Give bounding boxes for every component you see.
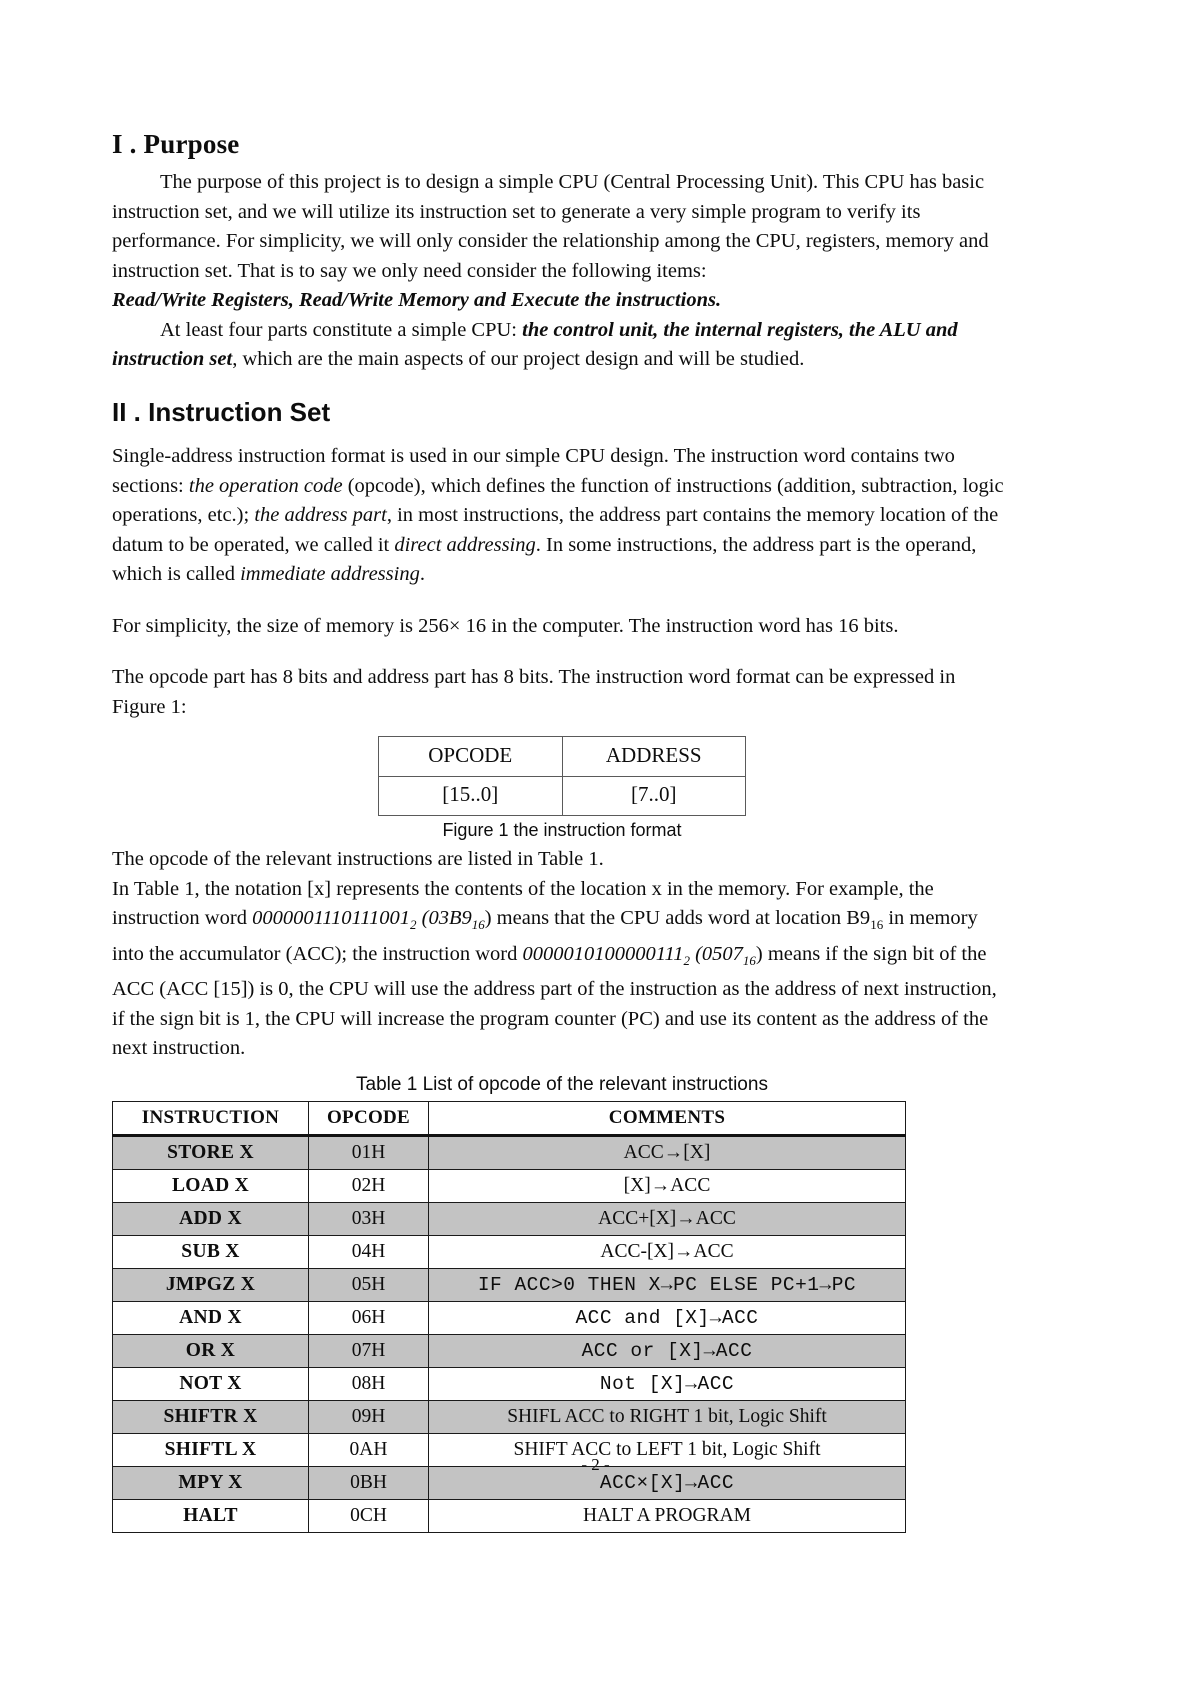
table-header-row bbox=[113, 1101, 906, 1135]
table-row bbox=[113, 1334, 906, 1367]
section-heading-instruction-set: II . Instruction Set bbox=[112, 396, 331, 427]
page-number: - 2 - bbox=[581, 1455, 610, 1474]
table-row bbox=[113, 1499, 906, 1532]
cell-instruction: STORE X bbox=[113, 1135, 309, 1169]
text-notation-d: in memory into the accumulator (ACC); the instruction word bbox=[112, 907, 978, 965]
paragraph-instruction-format bbox=[112, 442, 1012, 590]
cell-comments: IF ACC>0 THEN X→PC ELSE PC+1→PC bbox=[429, 1268, 906, 1301]
emphasis-immediate-addressing: immediate addressing bbox=[240, 563, 420, 586]
hex-word-1-base: 16 bbox=[471, 917, 485, 933]
paragraph-text-tail: , which are the main aspects of our project design and will be studied. bbox=[232, 348, 805, 371]
cell-comments: ACC-[X]→ACC bbox=[429, 1235, 906, 1268]
cell-opcode: 06H bbox=[309, 1301, 429, 1334]
table-row bbox=[113, 1169, 906, 1202]
figure-row-ranges bbox=[379, 776, 746, 816]
binary-word-1-base: 2 bbox=[410, 917, 417, 933]
figure-row-titles bbox=[379, 737, 746, 777]
emphasis-address-part: the address part bbox=[254, 504, 387, 527]
paragraph-purpose-intro bbox=[112, 168, 1012, 286]
binary-word-2-base: 2 bbox=[683, 952, 690, 968]
text-notation-f: ) means if the sign bit of the ACC (ACC [15]) is 0, the CPU will use the address part of the instruction as the address of next instruction, if the sign bit is 1, the CPU will increase the program counter (PC) and use its content as the address of the next instruction. bbox=[112, 942, 997, 1060]
cell-instruction: MPY X bbox=[113, 1466, 309, 1499]
cell-comments: ACC+[X]→ACC bbox=[429, 1202, 906, 1235]
binary-word-2: 0000010100000111 bbox=[522, 942, 684, 965]
section-heading-purpose: I . Purpose bbox=[112, 129, 240, 159]
page-content bbox=[112, 128, 1012, 1533]
paragraph-opcode-bits: The opcode part has 8 bits and address part has 8 bits. The instruction word format can be expressed in Figure 1: bbox=[112, 666, 956, 718]
binary-word-1: 0000001110111001 bbox=[252, 907, 410, 930]
text-frag-c: , in most instructions, the address part contains the memory location of the datum to be operated, we called it bbox=[112, 504, 999, 556]
location-b9-base: 16 bbox=[870, 917, 884, 933]
figure-cell-opcode-title: OPCODE bbox=[379, 737, 563, 777]
cell-instruction: HALT bbox=[113, 1499, 309, 1532]
hex-word-1: 03B9 bbox=[428, 907, 472, 930]
cell-opcode: 05H bbox=[309, 1268, 429, 1301]
cell-opcode: 0AH bbox=[309, 1433, 429, 1466]
cell-comments: SHIFL ACC to RIGHT 1 bit, Logic Shift bbox=[429, 1400, 906, 1433]
cell-instruction: LOAD X bbox=[113, 1169, 309, 1202]
paragraph-text-lead: At least four parts constitute a simple CPU: bbox=[160, 318, 523, 341]
column-header-comments: COMMENTS bbox=[429, 1101, 906, 1135]
cell-opcode: 09H bbox=[309, 1400, 429, 1433]
cell-comments: [X]→ACC bbox=[429, 1169, 906, 1202]
cell-opcode: 08H bbox=[309, 1367, 429, 1400]
hex-word-2-base: 16 bbox=[742, 952, 756, 968]
text-notation-c: ) means that the CPU adds word at location B9 bbox=[484, 907, 871, 930]
cell-instruction: ADD X bbox=[113, 1202, 309, 1235]
figure-cell-address-range: [7..0] bbox=[562, 776, 746, 816]
table-row bbox=[113, 1367, 906, 1400]
table-1-caption: Table 1 List of opcode of the relevant instructions bbox=[356, 1073, 768, 1095]
cell-comments: Not [X]→ACC bbox=[429, 1367, 906, 1400]
paragraph-table-reference: The opcode of the relevant instructions are listed in Table 1. bbox=[112, 848, 604, 871]
column-header-instruction: INSTRUCTION bbox=[113, 1101, 309, 1135]
cell-instruction: NOT X bbox=[113, 1367, 309, 1400]
text-frag-e: . bbox=[419, 563, 425, 586]
cell-instruction: SUB X bbox=[113, 1235, 309, 1268]
cell-opcode: 02H bbox=[309, 1169, 429, 1202]
emphasis-operation-code: the operation code bbox=[188, 474, 343, 497]
table-row bbox=[113, 1202, 906, 1235]
text-frag-d: . In some instructions, the address part is the operand, which is called bbox=[112, 533, 977, 586]
figure-1-caption: Figure 1 the instruction format bbox=[442, 820, 682, 841]
cell-opcode: 0BH bbox=[309, 1466, 429, 1499]
cell-comments: SHIFT ACC to LEFT 1 bit, Logic Shift bbox=[429, 1433, 906, 1466]
cell-instruction: AND X bbox=[113, 1301, 309, 1334]
emphasis-cpu-parts: the control unit, the internal registers, the ALU and instruction set bbox=[112, 318, 958, 371]
cell-opcode: 0CH bbox=[309, 1499, 429, 1532]
paragraph-purpose-items bbox=[112, 286, 1012, 316]
paragraph-notation-example bbox=[112, 875, 1012, 1064]
paragraph-memory-size: For simplicity, the size of memory is 256× 16 in the computer. The instruction word has 16 bits. bbox=[112, 614, 899, 637]
emphasis-direct-addressing: direct addressing bbox=[394, 533, 536, 556]
cell-opcode: 01H bbox=[309, 1135, 429, 1169]
cell-instruction: SHIFTL X bbox=[113, 1433, 309, 1466]
emphasis-items: Read/Write Registers, Read/Write Memory and Execute the instructions. bbox=[112, 289, 722, 312]
paragraph-text: The purpose of this project is to design a simple CPU (Central Processing Unit). This CPU has basic instruction set, and we will utilize its instruction set to generate a very simple program to verify its performance. For simplicity, we will only consider the relationship among the CPU, registers, memory and instruction set. That is to say we only need consider the following items: bbox=[112, 171, 989, 282]
text-frag-b: (opcode), which defines the function of instructions (addition, subtraction, logic operations, etc.); bbox=[112, 474, 1004, 527]
cell-comments: ACC and [X]→ACC bbox=[429, 1301, 906, 1334]
cell-opcode: 07H bbox=[309, 1334, 429, 1367]
text-notation-b: ( bbox=[416, 907, 429, 930]
figure-1-wrapper bbox=[112, 736, 1012, 777]
figure-1-bit-ranges bbox=[378, 776, 746, 816]
table-row bbox=[113, 1235, 906, 1268]
figure-1-instruction-format bbox=[378, 736, 746, 777]
cell-instruction: SHIFTR X bbox=[113, 1400, 309, 1433]
paragraph-purpose-parts bbox=[112, 316, 1012, 375]
figure-cell-opcode-range: [15..0] bbox=[379, 776, 563, 816]
cell-instruction: OR X bbox=[113, 1334, 309, 1367]
table-row bbox=[113, 1301, 906, 1334]
cell-opcode: 03H bbox=[309, 1202, 429, 1235]
cell-comments: ACC×[X]→ACC bbox=[429, 1466, 906, 1499]
figure-cell-address-title: ADDRESS bbox=[562, 737, 746, 777]
text-notation-e: ( bbox=[689, 942, 702, 965]
table-row bbox=[113, 1135, 906, 1169]
table-row bbox=[113, 1400, 906, 1433]
column-header-opcode: OPCODE bbox=[309, 1101, 429, 1135]
cell-opcode: 04H bbox=[309, 1235, 429, 1268]
cell-comments: ACC or [X]→ACC bbox=[429, 1334, 906, 1367]
cell-instruction: JMPGZ X bbox=[113, 1268, 309, 1301]
hex-word-2: 0507 bbox=[701, 942, 743, 965]
text-frag-a: Single-address instruction format is used in our simple CPU design. The instruction word contains two sections: bbox=[112, 445, 955, 497]
text-notation-a: In Table 1, the notation [x] represents the contents of the location x in the memory. For example, the instruction word bbox=[112, 877, 934, 930]
cell-comments: HALT A PROGRAM bbox=[429, 1499, 906, 1532]
table-row bbox=[113, 1268, 906, 1301]
figure-1-ranges-wrapper bbox=[112, 776, 1012, 816]
cell-comments: ACC→[X] bbox=[429, 1135, 906, 1169]
